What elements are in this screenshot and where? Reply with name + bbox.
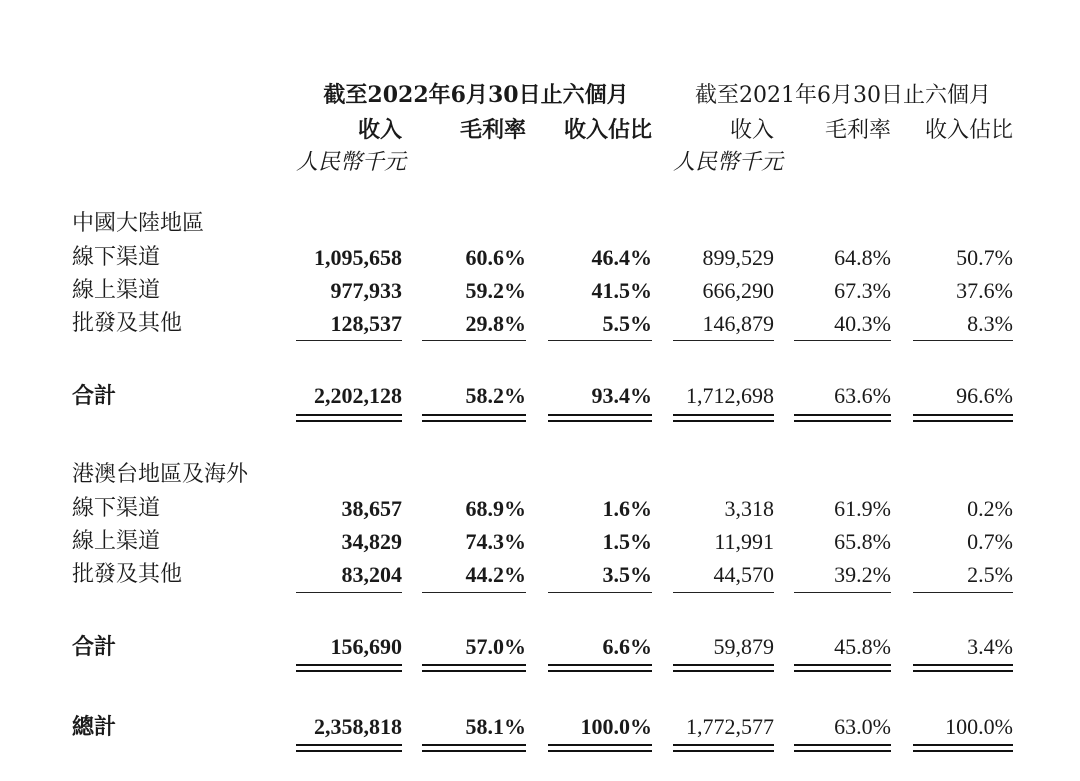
subtotal-rule <box>296 340 402 341</box>
revenue-2021: 666,290 <box>702 278 774 303</box>
subtotal-rule <box>548 340 652 341</box>
revenue-share-2022: 3.5% <box>602 562 652 587</box>
subtotal-rule <box>673 592 774 593</box>
revenue-share-2022: 5.5% <box>602 311 652 336</box>
total-double-rule <box>296 664 402 672</box>
revenue-2022: 128,537 <box>330 311 402 336</box>
row-label: 線上渠道 <box>72 278 161 303</box>
total-double-rule <box>794 664 891 672</box>
revenue-share-2022: 41.5% <box>591 278 652 303</box>
col-gross-margin-2021: 毛利率 <box>824 118 891 143</box>
subtotal-rule <box>422 340 526 341</box>
revenue-2021: 146,879 <box>702 311 774 336</box>
period-2021-header: 截至2021年6月30日止六個月 <box>695 83 991 108</box>
total-double-rule <box>673 664 774 672</box>
row-label: 線下渠道 <box>72 496 161 521</box>
subtotal-rule <box>548 592 652 593</box>
revenue-share-2021: 8.3% <box>967 311 1013 336</box>
revenue-2022: 34,829 <box>341 529 402 554</box>
revenue-2021: 44,570 <box>713 562 774 587</box>
gross-margin-2022: 58.1% <box>465 714 526 739</box>
revenue-2022: 1,095,658 <box>314 245 402 270</box>
total-double-rule <box>422 414 526 422</box>
subtotal-rule <box>794 592 891 593</box>
revenue-2021: 1,772,577 <box>686 714 774 739</box>
col-gross-margin-2022: 毛利率 <box>459 117 526 143</box>
revenue-share-2022: 46.4% <box>591 245 652 270</box>
subtotal-rule <box>296 592 402 593</box>
section-title-mainland: 中國大陸地區 <box>72 211 205 236</box>
total-double-rule <box>422 664 526 672</box>
total-double-rule <box>794 414 891 422</box>
subtotal-rule <box>794 340 891 341</box>
gross-margin-2022: 74.3% <box>465 529 526 554</box>
grand-total-double-rule <box>913 744 1013 752</box>
period-2022-header: 截至2022年6月30日止六個月 <box>323 82 629 108</box>
total-double-rule <box>913 414 1013 422</box>
gross-margin-2022: 58.2% <box>465 383 526 408</box>
row-label: 批發及其他 <box>72 562 183 587</box>
grand-total-double-rule <box>422 744 526 752</box>
total-double-rule <box>548 664 652 672</box>
total-double-rule <box>913 664 1013 672</box>
gross-margin-2021: 61.9% <box>834 496 891 521</box>
col-revenue-2022: 收入 <box>357 117 402 143</box>
subtotal-rule <box>913 592 1013 593</box>
gross-margin-2021: 40.3% <box>834 311 891 336</box>
revenue-share-2021: 50.7% <box>956 245 1013 270</box>
gross-margin-2022: 44.2% <box>465 562 526 587</box>
revenue-2021: 1,712,698 <box>686 383 774 408</box>
revenue-2022: 2,358,818 <box>314 714 402 739</box>
total-double-rule <box>673 414 774 422</box>
gross-margin-2021: 45.8% <box>834 634 891 659</box>
gross-margin-2021: 64.8% <box>834 245 891 270</box>
gross-margin-2021: 67.3% <box>834 278 891 303</box>
revenue-share-2022: 100.0% <box>580 714 652 739</box>
col-revenue-share-2021: 收入佔比 <box>924 118 1013 143</box>
subtotal-label: 合計 <box>72 383 117 409</box>
gross-margin-2022: 60.6% <box>465 245 526 270</box>
grand-total-double-rule <box>673 744 774 752</box>
col-revenue-2021: 收入 <box>729 118 774 143</box>
revenue-share-2022: 1.5% <box>602 529 652 554</box>
gross-margin-2022: 57.0% <box>465 634 526 659</box>
revenue-2021: 3,318 <box>724 496 774 521</box>
revenue-share-2022: 1.6% <box>602 496 652 521</box>
revenue-share-2021: 2.5% <box>967 562 1013 587</box>
row-label: 線上渠道 <box>72 529 161 554</box>
revenue-2021: 59,879 <box>713 634 774 659</box>
revenue-share-2021: 96.6% <box>956 383 1013 408</box>
revenue-2022: 38,657 <box>341 496 402 521</box>
revenue-share-2021: 3.4% <box>967 634 1013 659</box>
gross-margin-2022: 29.8% <box>465 311 526 336</box>
grand-total-double-rule <box>794 744 891 752</box>
grand-total-label: 總計 <box>72 714 117 740</box>
revenue-share-2021: 100.0% <box>945 714 1013 739</box>
gross-margin-2022: 59.2% <box>465 278 526 303</box>
revenue-2021: 11,991 <box>714 529 774 554</box>
revenue-2022: 2,202,128 <box>314 383 402 408</box>
revenue-share-2021: 37.6% <box>956 278 1013 303</box>
grand-total-double-rule <box>296 744 402 752</box>
section-title-overseas: 港澳台地區及海外 <box>72 462 249 487</box>
unit-2022: 人民幣千元 <box>296 150 407 175</box>
revenue-2022: 83,204 <box>341 562 402 587</box>
gross-margin-2022: 68.9% <box>465 496 526 521</box>
revenue-share-2021: 0.2% <box>967 496 1013 521</box>
subtotal-rule <box>913 340 1013 341</box>
revenue-2021: 899,529 <box>702 245 774 270</box>
gross-margin-2021: 65.8% <box>834 529 891 554</box>
revenue-share-2022: 93.4% <box>591 383 652 408</box>
revenue-share-2022: 6.6% <box>602 634 652 659</box>
gross-margin-2021: 63.0% <box>834 714 891 739</box>
revenue-share-2021: 0.7% <box>967 529 1013 554</box>
gross-margin-2021: 63.6% <box>834 383 891 408</box>
total-double-rule <box>548 414 652 422</box>
row-label: 線下渠道 <box>72 245 161 270</box>
revenue-2022: 156,690 <box>330 634 402 659</box>
col-revenue-share-2022: 收入佔比 <box>563 117 652 143</box>
unit-2021: 人民幣千元 <box>673 150 784 175</box>
revenue-2022: 977,933 <box>330 278 402 303</box>
grand-total-double-rule <box>548 744 652 752</box>
gross-margin-2021: 39.2% <box>834 562 891 587</box>
total-double-rule <box>296 414 402 422</box>
subtotal-rule <box>673 340 774 341</box>
row-label: 批發及其他 <box>72 311 183 336</box>
subtotal-rule <box>422 592 526 593</box>
subtotal-label: 合計 <box>72 634 117 660</box>
